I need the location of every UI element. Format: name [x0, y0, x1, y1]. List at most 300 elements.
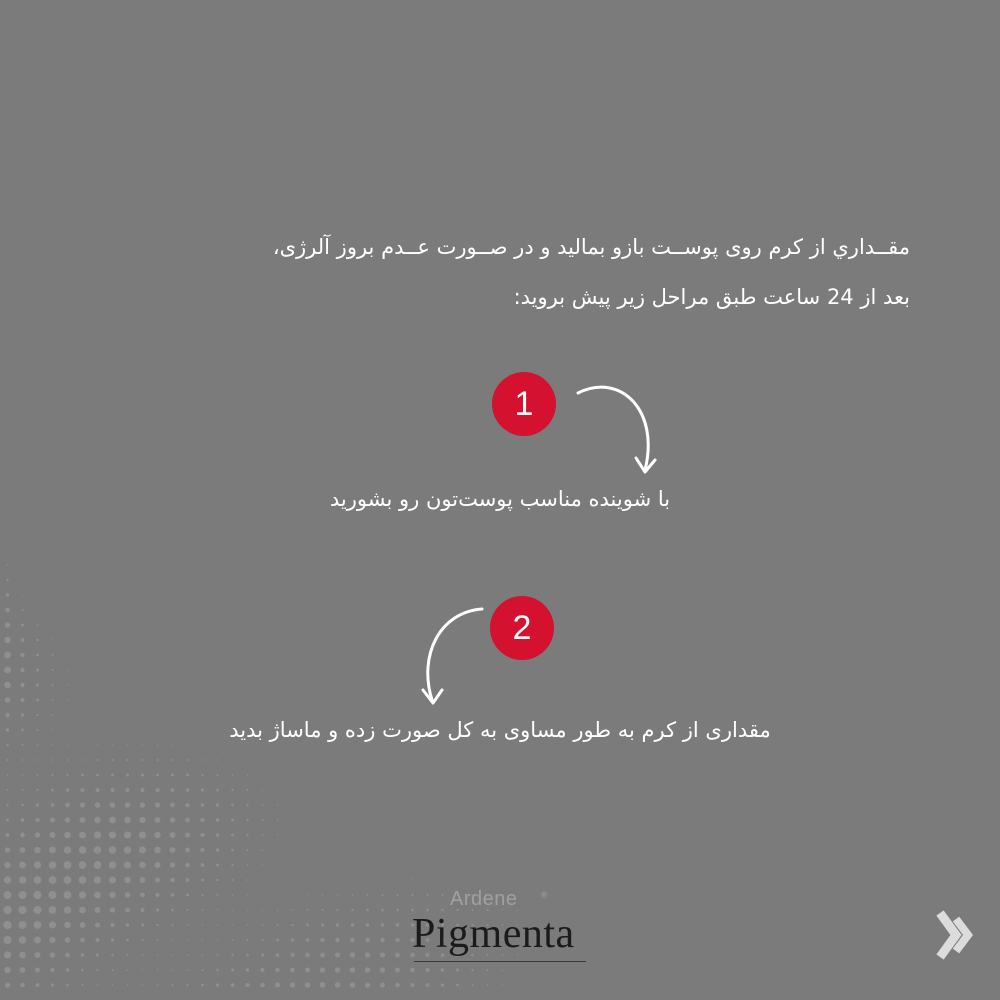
halftone-dot — [95, 938, 99, 942]
halftone-dot — [36, 803, 39, 806]
halftone-dot — [139, 831, 146, 838]
halftone-dot — [50, 818, 55, 823]
halftone-dot — [262, 804, 264, 806]
halftone-dot — [275, 968, 279, 972]
halftone-dot — [109, 877, 116, 884]
halftone-dot — [381, 894, 383, 896]
halftone-dot — [18, 906, 26, 914]
halftone-dot — [351, 923, 355, 927]
halftone-dot — [97, 744, 98, 745]
halftone-dot — [36, 699, 39, 702]
halftone-dot — [50, 968, 54, 972]
halftone-dot — [367, 894, 369, 896]
halftone-dot — [320, 953, 325, 958]
halftone-dot — [80, 803, 85, 808]
halftone-dot — [64, 891, 72, 899]
halftone-dot — [232, 939, 234, 941]
halftone-dot — [21, 818, 25, 822]
halftone-dot — [20, 833, 25, 838]
halftone-dot — [19, 952, 26, 959]
halftone-dot — [96, 969, 98, 971]
halftone-dot — [170, 878, 174, 882]
halftone-dot — [155, 893, 159, 897]
halftone-dot — [365, 952, 370, 957]
halftone-dot — [7, 774, 9, 776]
halftone-dot — [157, 984, 159, 986]
halftone-dot — [231, 954, 233, 956]
halftone-dot — [291, 953, 295, 957]
halftone-dot — [155, 862, 161, 868]
halftone-dot — [125, 892, 131, 898]
halftone-dot — [456, 984, 459, 987]
halftone-dot — [322, 894, 323, 895]
halftone-dot — [140, 802, 145, 807]
halftone-dot — [20, 668, 24, 672]
halftone-dot — [337, 894, 339, 896]
halftone-dot — [5, 847, 10, 852]
halftone-dot — [66, 788, 69, 791]
halftone-dot — [172, 939, 174, 941]
step-1-badge: 1 — [492, 372, 556, 436]
halftone-dot — [109, 846, 117, 854]
halftone-dot — [36, 654, 39, 657]
halftone-dot — [186, 878, 190, 882]
halftone-dot — [277, 804, 278, 805]
halftone-dot — [19, 862, 26, 869]
halftone-dot — [142, 954, 144, 956]
halftone-dot — [110, 788, 114, 792]
halftone-dot — [79, 846, 86, 853]
halftone-dot — [217, 924, 218, 925]
halftone-dot — [20, 847, 26, 853]
halftone-dot — [52, 699, 54, 701]
halftone-dot — [142, 984, 144, 986]
halftone-dot — [171, 759, 173, 761]
halftone-dot — [171, 774, 174, 777]
halftone-dot — [246, 804, 248, 806]
halftone-dot — [35, 832, 40, 837]
halftone-dot — [157, 969, 158, 970]
halftone-dot — [20, 683, 24, 687]
halftone-dot — [126, 939, 129, 942]
halftone-dot — [291, 924, 293, 926]
halftone-dot — [262, 789, 264, 791]
halftone-dot — [305, 967, 310, 972]
halftone-dot — [94, 831, 101, 838]
halftone-dot — [232, 774, 234, 776]
halftone-dot — [51, 789, 54, 792]
halftone-dot — [217, 759, 218, 760]
next-button[interactable] — [930, 905, 986, 965]
halftone-dot — [382, 879, 383, 880]
halftone-dot — [380, 983, 385, 988]
halftone-dot — [4, 891, 12, 899]
halftone-dot — [127, 744, 128, 745]
halftone-dot — [200, 848, 204, 852]
halftone-dot — [36, 983, 40, 987]
halftone-dot — [82, 759, 84, 761]
halftone-dot — [95, 802, 100, 807]
halftone-dot — [172, 969, 174, 971]
halftone-dot — [262, 924, 264, 926]
halftone-dot — [112, 744, 113, 745]
halftone-dot — [336, 923, 339, 926]
halftone-dot — [156, 773, 159, 776]
halftone-dot — [171, 893, 175, 897]
halftone-dot — [247, 909, 248, 910]
halftone-dot — [396, 909, 399, 912]
halftone-dot — [79, 832, 86, 839]
halftone-dot — [142, 969, 143, 970]
halftone-dot — [66, 968, 69, 971]
halftone-dot — [33, 906, 41, 914]
halftone-dot — [366, 909, 369, 912]
halftone-dot — [201, 969, 203, 971]
halftone-dot — [336, 909, 338, 911]
halftone-dot — [216, 879, 219, 882]
halftone-dot — [6, 728, 9, 731]
brand-logo — [400, 888, 600, 968]
halftone-dot — [126, 773, 129, 776]
double-chevron-right-icon — [930, 905, 986, 965]
halftone-dot — [277, 834, 278, 835]
halftone-dot — [202, 924, 203, 925]
halftone-dot — [64, 846, 71, 853]
halftone-dot — [502, 984, 503, 985]
halftone-dot — [34, 861, 41, 868]
halftone-dot — [80, 817, 86, 823]
halftone-dot — [125, 908, 130, 913]
halftone-dot — [49, 876, 57, 884]
halftone-dot — [187, 759, 189, 761]
halftone-dot — [247, 939, 249, 941]
halftone-dot — [395, 938, 399, 942]
halftone-dot — [5, 713, 9, 717]
halftone-dot — [246, 834, 248, 836]
halftone-dot — [126, 759, 128, 761]
halftone-dot — [170, 817, 175, 822]
halftone-dot — [127, 969, 129, 971]
halftone-dot — [65, 803, 69, 807]
halftone-dot — [35, 968, 40, 973]
halftone-dot — [155, 802, 160, 807]
halftone-dot — [246, 819, 248, 821]
halftone-dot — [426, 968, 430, 972]
halftone-dot — [141, 773, 144, 776]
halftone-dot — [35, 818, 39, 822]
halftone-dot — [335, 938, 339, 942]
halftone-dot — [6, 744, 9, 747]
halftone-dot — [65, 937, 71, 943]
halftone-dot — [232, 894, 234, 896]
halftone-dot — [350, 982, 355, 987]
halftone-dot — [275, 982, 280, 987]
halftone-dot — [66, 774, 68, 776]
halftone-dot — [94, 876, 101, 883]
step-1-text: با شوینده مناسب پوست‌تون رو بشورید — [329, 487, 671, 511]
halftone-dot — [380, 952, 385, 957]
halftone-dot — [34, 876, 42, 884]
halftone-dot — [22, 759, 24, 761]
halftone-dot — [141, 908, 145, 912]
halftone-dot — [247, 894, 248, 895]
halftone-dot — [216, 774, 218, 776]
halftone-dot — [6, 818, 9, 821]
halftone-dot — [51, 803, 55, 807]
halftone-dot — [7, 759, 9, 761]
halftone-dot — [276, 953, 280, 957]
halftone-dot — [64, 876, 72, 884]
halftone-dot — [232, 909, 233, 910]
halftone-dot — [112, 969, 114, 971]
halftone-dot — [171, 909, 174, 912]
halftone-dot — [155, 817, 161, 823]
halftone-dot — [216, 864, 219, 867]
halftone-dot — [139, 846, 146, 853]
halftone-dot — [471, 969, 473, 971]
halftone-dot — [231, 789, 233, 791]
halftone-dot — [141, 759, 143, 761]
halftone-dot — [217, 954, 219, 956]
halftone-dot — [186, 909, 188, 911]
halftone-dot — [51, 983, 54, 986]
halftone-dot — [170, 847, 176, 853]
halftone-dot — [201, 878, 204, 881]
halftone-dot — [216, 969, 219, 972]
halftone-dot — [81, 969, 84, 972]
halftone-dot — [487, 984, 489, 986]
halftone-dot — [320, 938, 324, 942]
halftone-dot — [21, 744, 23, 746]
halftone-dot — [200, 818, 204, 822]
halftone-dot — [381, 909, 384, 912]
halftone-dot — [3, 921, 11, 929]
halftone-dot — [156, 759, 158, 761]
halftone-dot — [217, 909, 218, 910]
halftone-dot — [64, 906, 71, 913]
halftone-dot — [21, 713, 24, 716]
halftone-dot — [262, 864, 263, 865]
halftone-dot — [185, 833, 190, 838]
halftone-dot — [155, 788, 159, 792]
halftone-dot — [502, 969, 504, 971]
halftone-dot — [126, 923, 130, 927]
halftone-dot — [380, 938, 384, 942]
halftone-dot — [412, 879, 413, 880]
halftone-dot — [232, 879, 234, 881]
halftone-dot — [110, 923, 114, 927]
halftone-dot — [64, 922, 70, 928]
halftone-dot — [172, 744, 173, 745]
halftone-dot — [442, 879, 443, 880]
halftone-dot — [111, 938, 114, 941]
halftone-dot — [3, 906, 11, 914]
halftone-dot — [4, 666, 11, 673]
halftone-dot — [247, 879, 249, 881]
halftone-dot — [49, 937, 55, 943]
halftone-dot — [80, 922, 86, 928]
intro-line-1: مقــداري از کرم روی پوســت بازو بمالید و در صــورت عــدم بروز آلرژی، — [272, 235, 910, 259]
halftone-dot — [186, 894, 189, 897]
halftone-dot — [307, 894, 308, 895]
halftone-dot — [21, 698, 25, 702]
halftone-dot — [95, 788, 99, 792]
halftone-dot — [187, 954, 188, 955]
halftone-dot — [80, 938, 85, 943]
halftone-dot — [232, 924, 233, 925]
halftone-dot — [4, 652, 11, 659]
halftone-dot — [94, 861, 102, 869]
halftone-dot — [36, 639, 38, 641]
halftone-dot — [365, 982, 370, 987]
halftone-dot — [335, 982, 341, 988]
halftone-dot — [126, 954, 128, 956]
halftone-dot — [247, 789, 249, 791]
halftone-dot — [81, 984, 83, 986]
halftone-dot — [156, 924, 158, 926]
halftone-dot — [216, 789, 219, 792]
halftone-dot — [124, 817, 131, 824]
registered-mark: ® — [541, 890, 548, 900]
halftone-dot — [49, 861, 57, 869]
halftone-dot — [67, 759, 69, 761]
halftone-dot — [216, 818, 220, 822]
halftone-dot — [34, 847, 40, 853]
halftone-dot — [185, 803, 189, 807]
halftone-dot — [262, 909, 263, 910]
halftone-dot — [261, 939, 263, 941]
halftone-dot — [262, 834, 264, 836]
halftone-dot — [396, 894, 398, 896]
halftone-dot — [185, 848, 190, 853]
halftone-dot — [216, 983, 219, 986]
halftone-dot — [426, 983, 430, 987]
halftone-dot — [94, 817, 100, 823]
halftone-dot — [187, 924, 189, 926]
halftone-dot — [65, 817, 70, 822]
halftone-dot — [216, 848, 219, 851]
halftone-dot — [5, 982, 10, 987]
halftone-dot — [201, 803, 205, 807]
halftone-dot — [140, 893, 145, 898]
halftone-dot — [4, 637, 10, 643]
halftone-dot — [305, 953, 309, 957]
halftone-dot — [186, 774, 189, 777]
halftone-dot — [37, 624, 39, 626]
halftone-dot — [5, 608, 9, 612]
halftone-dot — [109, 817, 116, 824]
halftone-dot — [36, 789, 38, 791]
halftone-dot — [246, 954, 249, 957]
halftone-dot — [64, 861, 72, 869]
halftone-dot — [22, 594, 23, 595]
halftone-dot — [140, 877, 146, 883]
halftone-dot — [200, 833, 204, 837]
halftone-dot — [170, 862, 175, 867]
halftone-dot — [6, 804, 8, 806]
halftone-dot — [154, 832, 160, 838]
halftone-dot — [351, 909, 354, 912]
halftone-dot — [79, 891, 86, 898]
halftone-dot — [247, 864, 249, 866]
halftone-dot — [277, 909, 279, 911]
halftone-dot — [217, 894, 219, 896]
halftone-dot — [52, 654, 54, 656]
halftone-dot — [35, 952, 41, 958]
halftone-dot — [139, 862, 146, 869]
halftone-dot — [290, 968, 295, 973]
halftone-dot — [441, 983, 444, 986]
halftone-dot — [231, 849, 234, 852]
halftone-dot — [37, 744, 39, 746]
halftone-dot — [33, 891, 41, 899]
halftone-dot — [4, 876, 11, 883]
halftone-dot — [96, 774, 99, 777]
halftone-dot — [350, 952, 355, 957]
halftone-dot — [4, 682, 11, 689]
halftone-dot — [410, 983, 414, 987]
halftone-dot — [471, 984, 473, 986]
halftone-dot — [172, 924, 174, 926]
halftone-dot — [201, 788, 204, 791]
halftone-dot — [67, 669, 68, 670]
halftone-dot — [231, 819, 234, 822]
halftone-dot — [18, 891, 26, 899]
halftone-dot — [6, 593, 9, 596]
halftone-dot — [277, 819, 278, 820]
halftone-dot — [79, 907, 86, 914]
halftone-dot — [381, 923, 385, 927]
halftone-dot — [157, 939, 159, 941]
halftone-dot — [320, 967, 325, 972]
halftone-dot — [231, 864, 233, 866]
halftone-dot — [22, 774, 24, 776]
halftone-dot — [52, 744, 53, 745]
brand-underline — [414, 961, 586, 962]
halftone-dot — [37, 729, 39, 731]
halftone-dot — [97, 984, 99, 986]
halftone-dot — [202, 759, 204, 761]
halftone-dot — [21, 638, 25, 642]
halftone-dot — [472, 879, 473, 880]
halftone-dot — [171, 984, 173, 986]
halftone-dot — [395, 968, 400, 973]
halftone-dot — [141, 924, 144, 927]
halftone-dot — [139, 817, 145, 823]
halftone-dot — [7, 789, 9, 791]
halftone-dot — [94, 892, 101, 899]
halftone-dot — [34, 921, 42, 929]
halftone-dot — [96, 953, 99, 956]
halftone-dot — [305, 982, 311, 988]
halftone-dot — [124, 877, 130, 883]
halftone-dot — [262, 849, 264, 851]
step-2-badge: 2 — [490, 596, 554, 660]
halftone-dot — [141, 939, 143, 941]
halftone-dot — [261, 968, 265, 972]
halftone-dot — [52, 714, 54, 716]
halftone-dot — [142, 744, 143, 745]
halftone-dot — [157, 954, 158, 955]
halftone-dot — [216, 833, 220, 837]
halftone-dot — [37, 774, 39, 776]
halftone-dot — [320, 982, 326, 988]
halftone-dot — [110, 907, 115, 912]
halftone-dot — [66, 984, 69, 987]
halftone-dot — [81, 788, 85, 792]
halftone-dot — [19, 876, 27, 884]
halftone-dot — [21, 729, 24, 732]
